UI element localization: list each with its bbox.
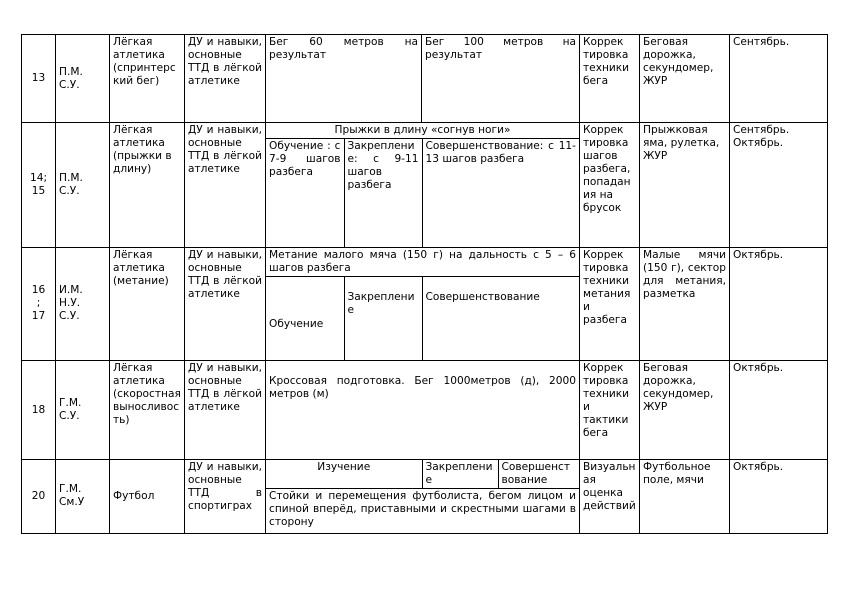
content-cell: Обучение — [266, 276, 344, 360]
table-row — [22, 35, 828, 123]
equipment: Футбольное поле, мячи — [640, 460, 730, 534]
lesson-date: Октябрь. — [730, 361, 828, 460]
content-footer: Стойки и перемещения футболиста, бегом лицом и спиной вперёд, приставными и скрестными шагами в сторону — [266, 489, 579, 533]
teacher-methods: П.М. С.У. — [56, 123, 110, 248]
equipment: Прыжковая яма, рулетка, ЖУР — [640, 123, 730, 248]
lesson-topic: Лёгкая атлетика (прыжки в длину) — [110, 123, 185, 248]
table-row — [22, 361, 828, 460]
content-subtable — [266, 123, 579, 247]
control-method: Коррек тировка шагов разбега, попадания на брусок — [580, 123, 640, 248]
content-cell: Бег 60 метров на результат — [266, 35, 422, 123]
lesson-topic: Футбол — [110, 460, 185, 534]
content-header: Метание малого мяча (150 г) на дальность с 5 – 6 шагов разбега — [269, 248, 576, 274]
content-cell: Совершенствование — [422, 276, 579, 360]
content-block — [266, 247, 580, 361]
content-block — [266, 460, 580, 534]
lesson-number: 18 — [22, 361, 56, 460]
lesson-plan-table — [21, 34, 828, 534]
lesson-date: Октябрь. — [730, 460, 828, 534]
lesson-number: 20 — [22, 460, 56, 534]
content-cell: Совершенствование — [501, 461, 570, 486]
lesson-topic: Лёгкая атлетика (спринтерский бег) — [110, 35, 185, 123]
lesson-date: Сентябрь. Октябрь. — [730, 123, 828, 248]
equipment: Беговая дорожка, секундомер, ЖУР — [640, 361, 730, 460]
teacher-methods: Г.М. С.У. — [56, 361, 110, 460]
lesson-topic: Лёгкая атлетика (скоростная выносливость) — [110, 361, 185, 460]
content-cell: Совершенствование: с 11-13 шагов разбега — [422, 139, 579, 247]
table-row — [22, 247, 828, 361]
lesson-skills: ДУ и навыки, основные ТТД в лёгкой атлетике — [185, 247, 266, 361]
content-header: Прыжки в длину «согнув ноги» — [334, 124, 511, 136]
lesson-date: Октябрь. — [730, 247, 828, 361]
content-subtable — [266, 460, 579, 533]
content-cell: Бег 100 метров на результат — [422, 35, 580, 123]
teacher-methods: П.М. С.У. — [56, 35, 110, 123]
content-cell: Изучение — [266, 460, 422, 489]
control-method: Коррек тировка техники бега — [580, 35, 640, 123]
table-row — [22, 123, 828, 248]
equipment: Беговая дорожка, секундомер, ЖУР — [640, 35, 730, 123]
control-method: Визуальная оценка действий — [580, 460, 640, 534]
content-cell: Закрепление — [422, 460, 498, 489]
teacher-methods: И.М. Н.У. С.У. — [56, 247, 110, 361]
lesson-skills: ДУ и навыки, основные ТТД в лёгкой атлетике — [185, 123, 266, 248]
lesson-skills: ДУ и навыки, основные ТТД в спортиграх — [185, 460, 266, 534]
content-cell: Закрепление — [344, 276, 422, 360]
content-block — [266, 123, 580, 248]
lesson-skills: ДУ и навыки, основные ТТД в лёгкой атлетике — [185, 35, 266, 123]
content-cell: Кроссовая подготовка. Бег 1000метров (д), 2000 метров (м) — [266, 361, 580, 460]
lesson-number: 14; 15 — [22, 123, 56, 248]
content-cell: Обучение : с 7-9 шагов разбега — [266, 139, 344, 247]
content-subtable — [266, 248, 579, 361]
content-cell: Закрепление: с 9-11 шагов разбега — [344, 139, 422, 247]
equipment: Малые мячи (150 г), сектор для метания, разметка — [640, 247, 730, 361]
teacher-methods: Г.М. См.У — [56, 460, 110, 534]
lesson-date: Сентябрь. — [730, 35, 828, 123]
lesson-number: 16 ; 17 — [22, 247, 56, 361]
lesson-topic: Лёгкая атлетика (метание) — [110, 247, 185, 361]
control-method: Коррек тировка техники метания и разбега — [580, 247, 640, 361]
table-row — [22, 460, 828, 534]
lesson-number: 13 — [22, 35, 56, 123]
lesson-skills: ДУ и навыки, основные ТТД в лёгкой атлетике — [185, 361, 266, 460]
control-method: Коррек тировка техники и тактики бега — [580, 361, 640, 460]
